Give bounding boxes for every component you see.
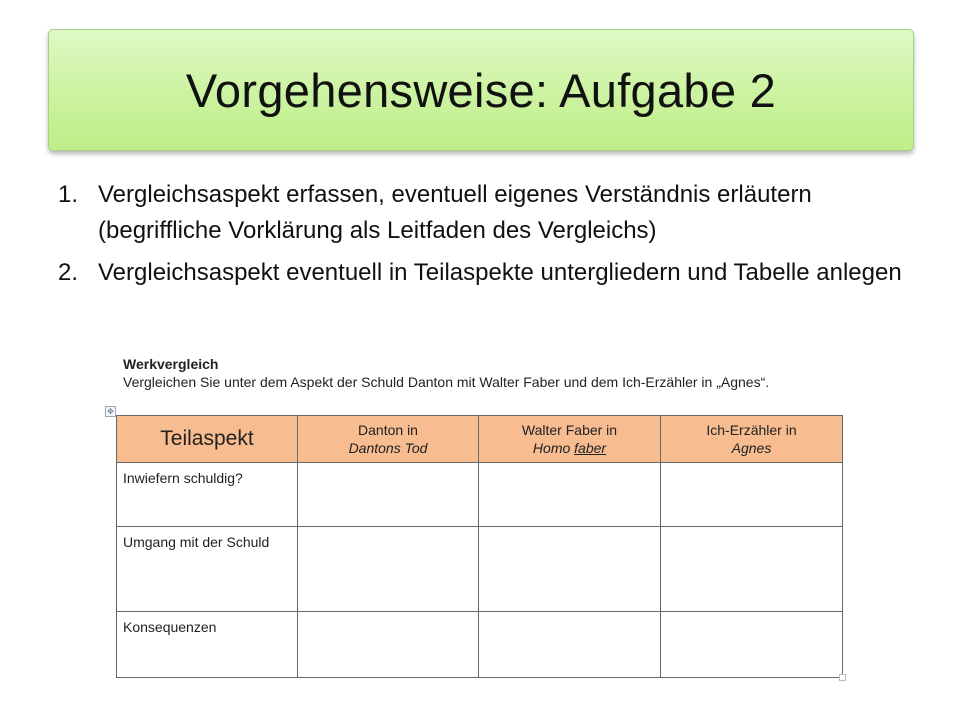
step-item bbox=[58, 177, 918, 249]
table-cell[interactable] bbox=[298, 527, 479, 612]
step-number: 2. bbox=[58, 259, 79, 286]
comparison-table bbox=[116, 415, 843, 678]
table-row bbox=[117, 463, 843, 527]
table-resize-handle[interactable] bbox=[839, 674, 846, 681]
header-ich-erzaehler bbox=[661, 416, 843, 463]
header-work-part: Homo bbox=[532, 440, 575, 456]
worksheet-task: Vergleichen Sie unter dem Aspekt der Schuld Danton mit Walter Faber und dem Ich-Erzähler in „Agnes“. bbox=[123, 374, 770, 390]
header-work-part-underlined: faber bbox=[574, 440, 607, 456]
header-line: Danton in bbox=[358, 422, 418, 438]
table-cell[interactable] bbox=[298, 612, 479, 678]
step-list bbox=[58, 177, 918, 297]
step-item bbox=[58, 255, 918, 291]
header-walter-faber bbox=[479, 416, 661, 463]
header-work: Agnes bbox=[731, 440, 772, 456]
table-header-row bbox=[117, 416, 843, 463]
header-work bbox=[479, 439, 660, 457]
table-row bbox=[117, 612, 843, 678]
table-move-handle-icon[interactable]: ✥ bbox=[105, 406, 116, 417]
step-text: Vergleichsaspekt erfassen, eventuell eigenes Verständnis erläutern (begriffliche Vorklärung als Leitfaden des Vergleichs) bbox=[98, 181, 812, 244]
table-row bbox=[117, 527, 843, 612]
table-cell[interactable] bbox=[661, 463, 843, 527]
row-label: Inwiefern schuldig? bbox=[117, 463, 298, 527]
header-danton bbox=[298, 416, 479, 463]
header-teilaspekt: Teilaspekt bbox=[117, 416, 298, 463]
row-label: Konsequenzen bbox=[117, 612, 298, 678]
header-work: Dantons Tod bbox=[348, 440, 428, 456]
slide-title: Vorgehensweise: Aufgabe 2 bbox=[185, 63, 777, 117]
table-cell[interactable] bbox=[661, 612, 843, 678]
title-banner bbox=[48, 29, 914, 151]
table-cell[interactable] bbox=[479, 527, 661, 612]
table-cell[interactable] bbox=[479, 463, 661, 527]
table-cell[interactable] bbox=[298, 463, 479, 527]
table-cell[interactable] bbox=[661, 527, 843, 612]
step-number: 1. bbox=[58, 181, 79, 208]
step-text: Vergleichsaspekt eventuell in Teilaspekte untergliedern und Tabelle anlegen bbox=[98, 259, 902, 286]
header-line: Ich-Erzähler in bbox=[706, 422, 797, 438]
header-line: Walter Faber in bbox=[521, 422, 618, 438]
row-label: Umgang mit der Schuld bbox=[117, 527, 298, 612]
worksheet-image bbox=[105, 352, 855, 686]
table-cell[interactable] bbox=[479, 612, 661, 678]
worksheet-heading: Werkvergleich bbox=[123, 356, 219, 372]
